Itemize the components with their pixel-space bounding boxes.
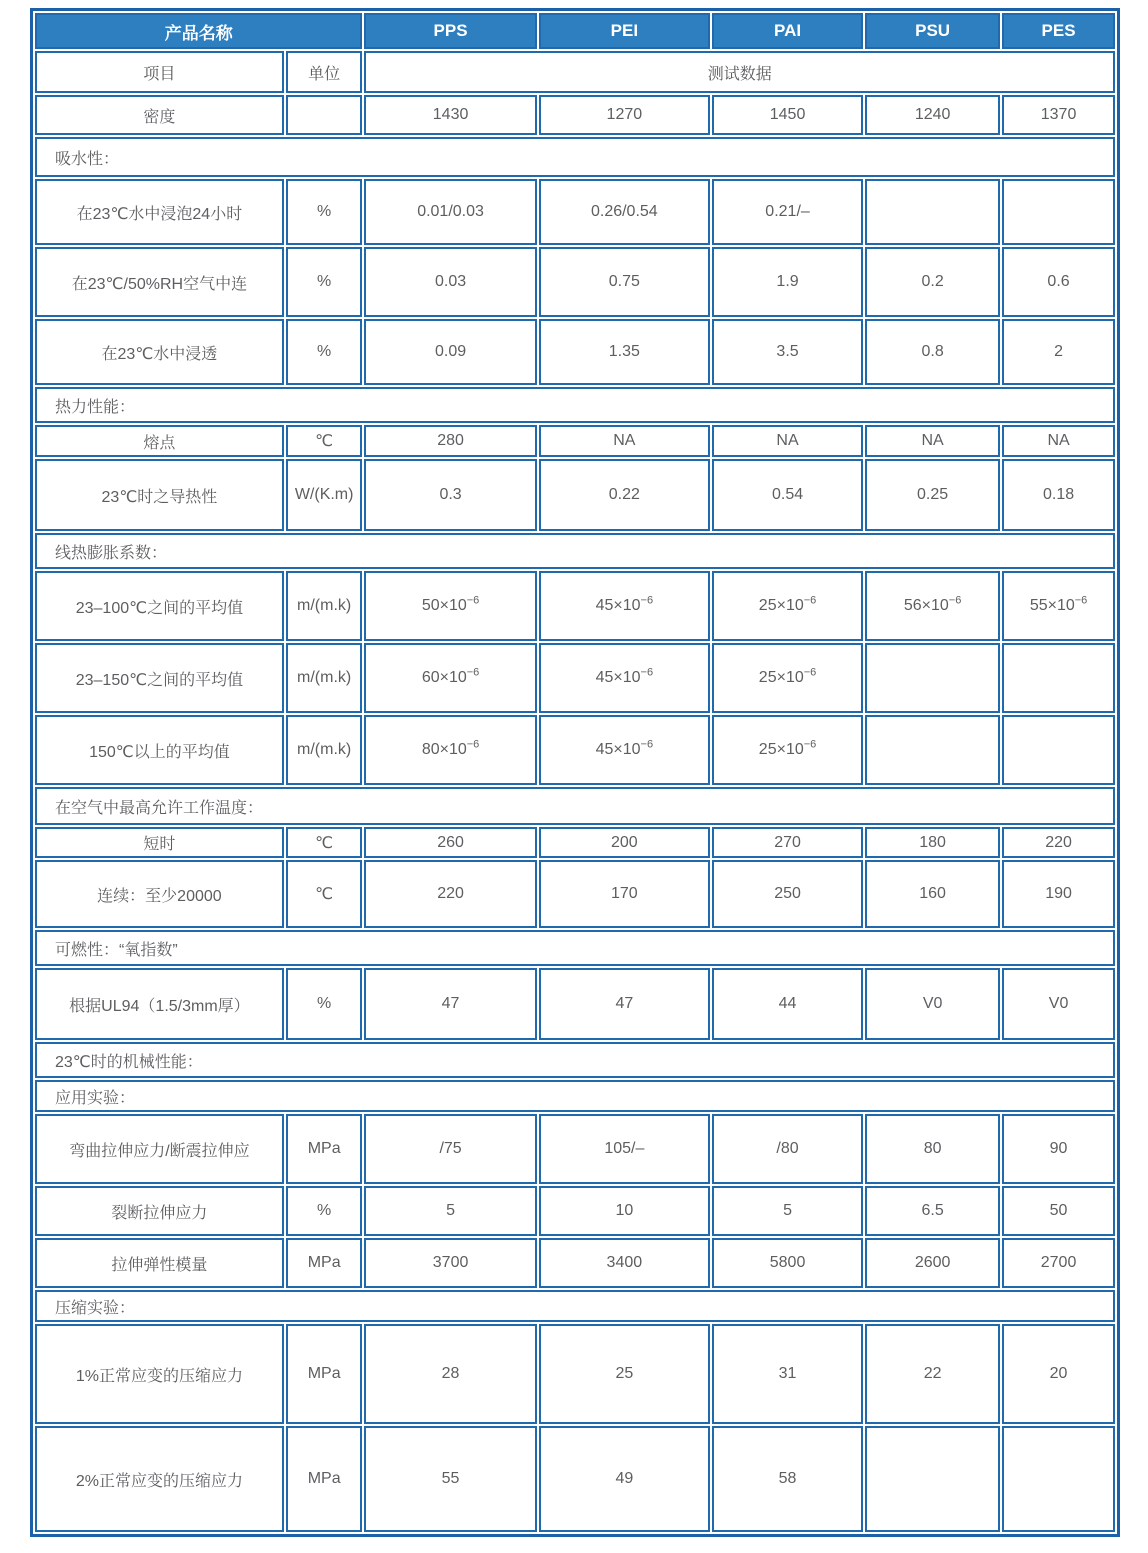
unit-cell: ℃: [286, 425, 363, 457]
unit-cell: ℃: [286, 827, 363, 858]
value-cell: 1430: [364, 95, 536, 135]
section-header-cell: 线热膨胀系数：: [35, 533, 1115, 569]
row-label-cell: 1%正常应变的压缩应力: [35, 1324, 284, 1424]
row-label-cell: 2%正常应变的压缩应力: [35, 1426, 284, 1532]
row-label-cell: 23℃时之导热性: [35, 459, 284, 531]
value-cell: 200: [539, 827, 710, 858]
table-row: [35, 95, 1115, 135]
value-cell: [865, 1426, 1000, 1532]
unit-cell: MPa: [286, 1114, 363, 1184]
value-cell: 1.9: [712, 247, 863, 317]
row-label-cell: 23–100℃之间的平均值: [35, 571, 284, 641]
value-cell: 250: [712, 860, 863, 928]
value-cell: 10: [539, 1186, 710, 1236]
column-header-pai: PAI: [712, 13, 863, 49]
value-cell: 260: [364, 827, 536, 858]
section-row: [35, 137, 1115, 177]
value-cell: 1450: [712, 95, 863, 135]
item-header-cell: 项目: [35, 51, 284, 93]
section-row: [35, 1080, 1115, 1112]
value-cell: 0.26/0.54: [539, 179, 710, 245]
value-cell: [1002, 643, 1115, 713]
unit-header-cell: 单位: [286, 51, 363, 93]
value-cell: $25\times 10^{-6}$: [712, 571, 863, 641]
value-cell: 170: [539, 860, 710, 928]
column-header-psu: PSU: [865, 13, 1000, 49]
row-label-cell: 150℃以上的平均值: [35, 715, 284, 785]
table-row: [35, 571, 1115, 641]
value-cell: 25: [539, 1324, 710, 1424]
value-cell: [865, 715, 1000, 785]
table-row: [35, 319, 1115, 385]
table-row: [35, 459, 1115, 531]
value-cell: /80: [712, 1114, 863, 1184]
table-row: [35, 1238, 1115, 1288]
value-cell: 1270: [539, 95, 710, 135]
value-cell: 0.8: [865, 319, 1000, 385]
value-cell: 44: [712, 968, 863, 1040]
row-label-cell: 弯曲拉伸应力/断震拉伸应: [35, 1114, 284, 1184]
value-cell: 2: [1002, 319, 1115, 385]
value-cell: 3.5: [712, 319, 863, 385]
value-cell: $56\times 10^{-6}$: [865, 571, 1000, 641]
value-cell: 20: [1002, 1324, 1115, 1424]
value-cell: NA: [865, 425, 1000, 457]
value-cell: 270: [712, 827, 863, 858]
value-cell: [1002, 1426, 1115, 1532]
column-header-pes: PES: [1002, 13, 1115, 49]
value-cell: $80\times 10^{-6}$: [364, 715, 536, 785]
section-row: [35, 1042, 1115, 1078]
header-row: [35, 13, 1115, 49]
section-header-cell: 热力性能：: [35, 387, 1115, 423]
value-cell: V0: [865, 968, 1000, 1040]
value-cell: 0.75: [539, 247, 710, 317]
row-label-cell: 23–150℃之间的平均值: [35, 643, 284, 713]
row-label-cell: 短时: [35, 827, 284, 858]
unit-cell: m/(m.k): [286, 571, 363, 641]
value-cell: 47: [364, 968, 536, 1040]
section-row: [35, 787, 1115, 825]
value-cell: /75: [364, 1114, 536, 1184]
table-body: [35, 95, 1115, 1532]
row-label-cell: 裂断拉伸应力: [35, 1186, 284, 1236]
value-cell: 105/–: [539, 1114, 710, 1184]
section-row: [35, 387, 1115, 423]
value-cell: 5800: [712, 1238, 863, 1288]
value-cell: 0.54: [712, 459, 863, 531]
table-row: [35, 1426, 1115, 1532]
table-row: [35, 425, 1115, 457]
value-cell: 3400: [539, 1238, 710, 1288]
table-row: [35, 827, 1115, 858]
value-cell: [865, 179, 1000, 245]
value-cell: 280: [364, 425, 536, 457]
column-header-pps: PPS: [364, 13, 536, 49]
value-cell: $25\times 10^{-6}$: [712, 643, 863, 713]
table-row: [35, 1324, 1115, 1424]
value-cell: 2700: [1002, 1238, 1115, 1288]
value-cell: 0.03: [364, 247, 536, 317]
unit-cell: [286, 95, 363, 135]
value-cell: [1002, 179, 1115, 245]
value-cell: NA: [539, 425, 710, 457]
table-row: [35, 247, 1115, 317]
value-cell: 160: [865, 860, 1000, 928]
table-row: [35, 1114, 1115, 1184]
value-cell: 180: [865, 827, 1000, 858]
value-cell: $50\times 10^{-6}$: [364, 571, 536, 641]
section-row: [35, 1290, 1115, 1322]
row-label-cell: 根据UL94（1.5/3mm厚）: [35, 968, 284, 1040]
section-row: [35, 533, 1115, 569]
row-label-cell: 在23℃水中浸泡24小时: [35, 179, 284, 245]
value-cell: 220: [1002, 827, 1115, 858]
section-header-cell: 在空气中最高允许工作温度：: [35, 787, 1115, 825]
value-cell: NA: [1002, 425, 1115, 457]
test-data-header-cell: 测试数据: [364, 51, 1115, 93]
row-label-cell: 熔点: [35, 425, 284, 457]
row-label-cell: 密度: [35, 95, 284, 135]
table-row: [35, 643, 1115, 713]
unit-cell: ℃: [286, 860, 363, 928]
value-cell: 0.6: [1002, 247, 1115, 317]
section-header-cell: 可燃性：“氧指数”: [35, 930, 1115, 966]
value-cell: 28: [364, 1324, 536, 1424]
value-cell: 5: [712, 1186, 863, 1236]
subheader-row: [35, 51, 1115, 93]
table-row: [35, 1186, 1115, 1236]
table-row: [35, 179, 1115, 245]
value-cell: 6.5: [865, 1186, 1000, 1236]
value-cell: 31: [712, 1324, 863, 1424]
unit-cell: m/(m.k): [286, 715, 363, 785]
unit-cell: %: [286, 968, 363, 1040]
unit-cell: %: [286, 179, 363, 245]
unit-cell: m/(m.k): [286, 643, 363, 713]
value-cell: 5: [364, 1186, 536, 1236]
value-cell: 0.2: [865, 247, 1000, 317]
value-cell: V0: [1002, 968, 1115, 1040]
value-cell: $60\times 10^{-6}$: [364, 643, 536, 713]
value-cell: 3700: [364, 1238, 536, 1288]
value-cell: 80: [865, 1114, 1000, 1184]
value-cell: 58: [712, 1426, 863, 1532]
row-label-cell: 在23℃水中浸透: [35, 319, 284, 385]
value-cell: 220: [364, 860, 536, 928]
value-cell: NA: [712, 425, 863, 457]
value-cell: $45\times 10^{-6}$: [539, 715, 710, 785]
value-cell: 22: [865, 1324, 1000, 1424]
unit-cell: MPa: [286, 1426, 363, 1532]
spec-table: [30, 8, 1120, 1537]
value-cell: 50: [1002, 1186, 1115, 1236]
unit-cell: MPa: [286, 1238, 363, 1288]
value-cell: 47: [539, 968, 710, 1040]
value-cell: 55: [364, 1426, 536, 1532]
value-cell: 0.25: [865, 459, 1000, 531]
value-cell: 1.35: [539, 319, 710, 385]
value-cell: 0.3: [364, 459, 536, 531]
value-cell: $55\times 10^{-6}$: [1002, 571, 1115, 641]
value-cell: 0.18: [1002, 459, 1115, 531]
value-cell: 90: [1002, 1114, 1115, 1184]
value-cell: 0.22: [539, 459, 710, 531]
value-cell: [1002, 715, 1115, 785]
row-label-cell: 在23℃/50%RH空气中连: [35, 247, 284, 317]
column-header-pei: PEI: [539, 13, 710, 49]
section-header-cell: 压缩实验：: [35, 1290, 1115, 1322]
table-row: [35, 715, 1115, 785]
value-cell: $45\times 10^{-6}$: [539, 643, 710, 713]
unit-cell: MPa: [286, 1324, 363, 1424]
value-cell: $45\times 10^{-6}$: [539, 571, 710, 641]
unit-cell: W/(K.m): [286, 459, 363, 531]
value-cell: 0.21/–: [712, 179, 863, 245]
section-header-cell: 应用实验：: [35, 1080, 1115, 1112]
value-cell: [865, 643, 1000, 713]
value-cell: 0.01/0.03: [364, 179, 536, 245]
table-row: [35, 860, 1115, 928]
unit-cell: %: [286, 319, 363, 385]
value-cell: 190: [1002, 860, 1115, 928]
row-label-cell: 拉伸弹性模量: [35, 1238, 284, 1288]
table-row: [35, 968, 1115, 1040]
value-cell: 0.09: [364, 319, 536, 385]
unit-cell: %: [286, 1186, 363, 1236]
unit-cell: %: [286, 247, 363, 317]
section-row: [35, 930, 1115, 966]
value-cell: 1240: [865, 95, 1000, 135]
value-cell: $25\times 10^{-6}$: [712, 715, 863, 785]
section-header-cell: 吸水性：: [35, 137, 1115, 177]
section-header-cell: 23℃时的机械性能：: [35, 1042, 1115, 1078]
product-name-header: 产品名称: [35, 13, 362, 49]
value-cell: 1370: [1002, 95, 1115, 135]
row-label-cell: 连续：至少20000: [35, 860, 284, 928]
value-cell: 2600: [865, 1238, 1000, 1288]
value-cell: 49: [539, 1426, 710, 1532]
